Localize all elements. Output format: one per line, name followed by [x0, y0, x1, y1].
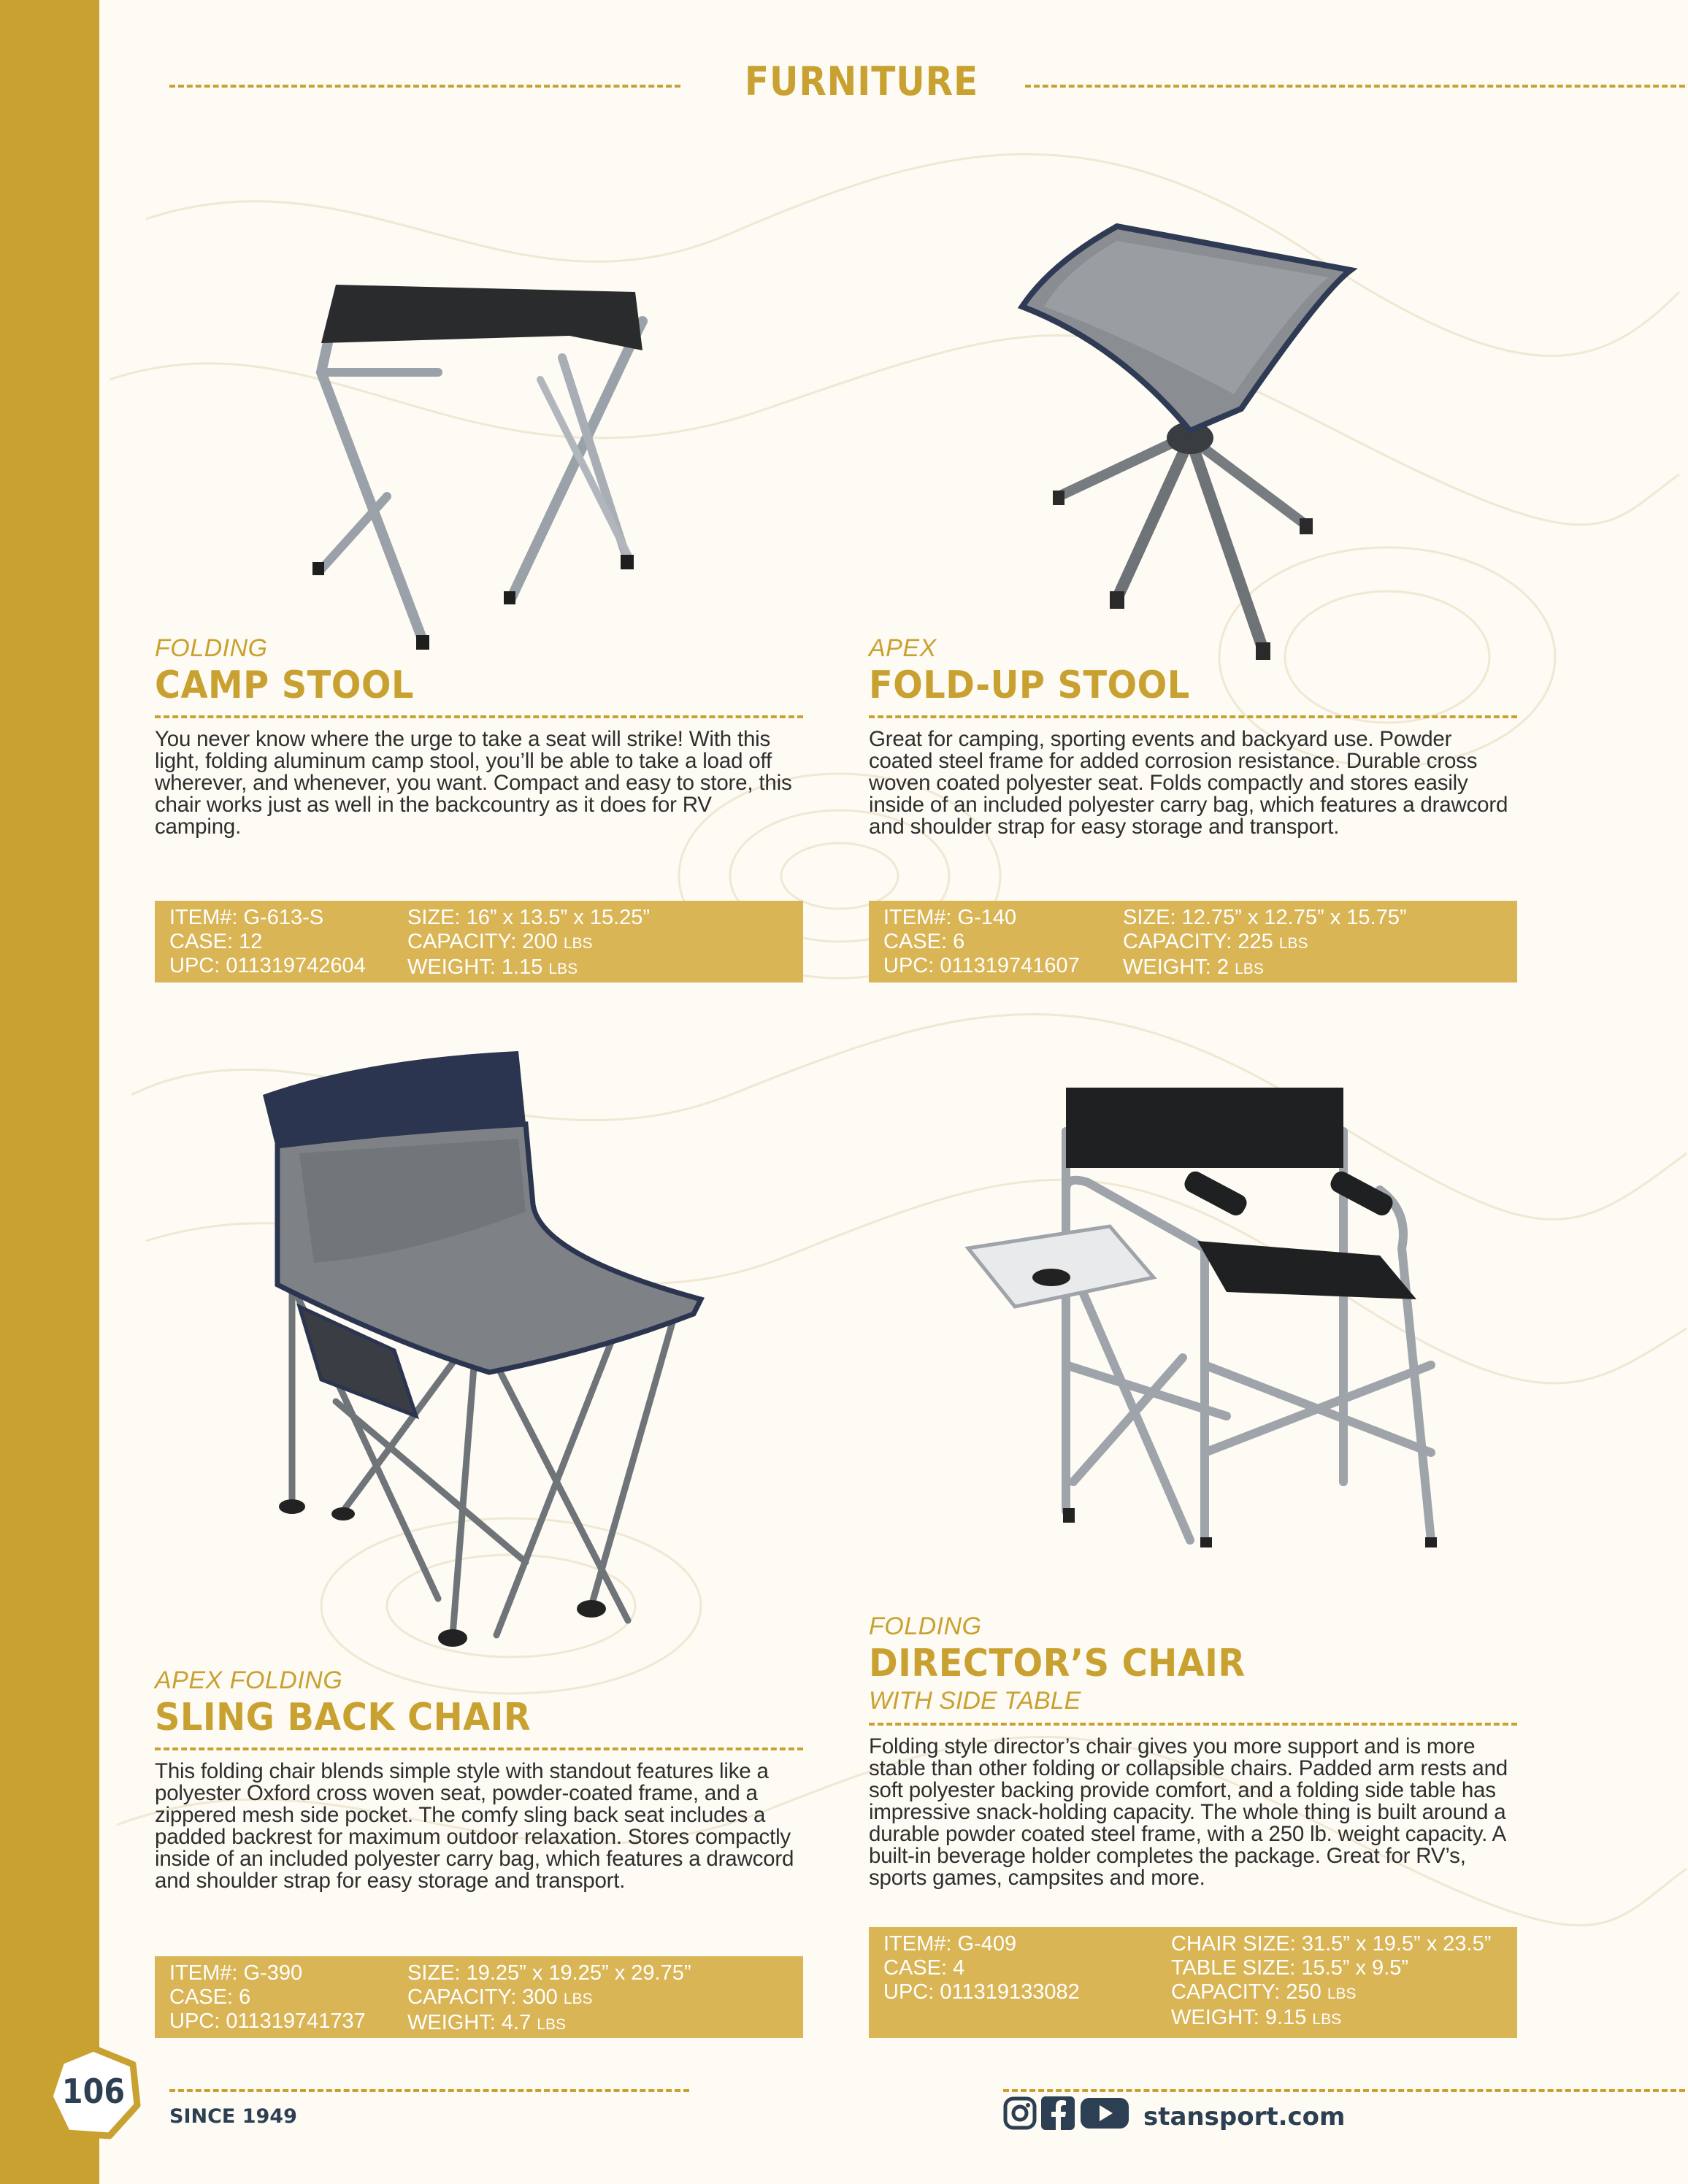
weight-unit: LBS — [1312, 2011, 1342, 2028]
case-count: CASE: 4 — [883, 1956, 965, 1980]
capacity-unit: LBS — [563, 935, 593, 952]
product-card-fold-up-stool — [869, 634, 1517, 838]
item-number: ITEM#: G-409 — [883, 1932, 1017, 1956]
weight-spec: WEIGHT: 1.15 — [407, 956, 543, 979]
weight-unit: LBS — [537, 2016, 566, 2033]
capacity-spec: CAPACITY: 200 — [407, 930, 558, 953]
footer-rule-left — [169, 2089, 689, 2092]
upc-code: UPC: 011319741737 — [169, 2010, 366, 2033]
product-card-directors-chair — [869, 1612, 1517, 1889]
product-description: You never know where the urge to take a seat will strike! With this light, folding aluminum camp stool, you’ll be able to take a load off wherever, and whenever, you want. Compact and easy to store, this chair works just as well in the backcountry as it does for RV camping. — [155, 727, 792, 839]
footer-rule-right — [1003, 2089, 1685, 2092]
weight-spec: WEIGHT: 9.15 — [1171, 2006, 1307, 2029]
weight-unit: LBS — [548, 961, 578, 977]
left-accent-bar — [0, 0, 99, 2184]
upc-code: UPC: 011319133082 — [883, 1980, 1080, 2004]
chair-size-spec: CHAIR SIZE: 31.5” x 19.5” x 23.5” — [1171, 1932, 1492, 1956]
upc-code: UPC: 011319741607 — [883, 954, 1080, 977]
product-eyebrow: FOLDING — [869, 1612, 982, 1640]
header-rule-right — [1025, 85, 1685, 88]
capacity-spec: CAPACITY: 250 — [1171, 1980, 1321, 2004]
case-count: CASE: 6 — [169, 1985, 251, 2009]
product-title: DIRECTOR’S CHAIR — [869, 1642, 1246, 1685]
size-spec: SIZE: 12.75” x 12.75” x 15.75” — [1123, 906, 1407, 929]
product-eyebrow: FOLDING — [155, 634, 268, 662]
capacity-spec: CAPACITY: 225 — [1123, 930, 1273, 953]
facebook-icon[interactable] — [1041, 2096, 1075, 2130]
case-count: CASE: 6 — [883, 930, 965, 953]
spec-box-fold-up-stool — [869, 901, 1517, 983]
table-size-spec: TABLE SIZE: 15.5” x 9.5” — [1171, 1956, 1409, 1980]
capacity-unit: LBS — [1278, 935, 1308, 952]
size-spec: SIZE: 16” x 13.5” x 15.25” — [407, 906, 651, 929]
section-title: FURNITURE — [744, 58, 979, 104]
product-description: Great for camping, sporting events and backyard use. Powder coated steel frame for added corrosion resistance. Durable cross woven coated polyester seat. Folds compactly and stores easily inside of an included polyester carry bag, which features a drawcord and shoulder strap for easy storage and transport. — [869, 727, 1508, 839]
product-card-camp-stool — [155, 634, 803, 838]
page-number: 106 — [61, 2072, 126, 2111]
youtube-icon[interactable] — [1081, 2096, 1129, 2130]
case-count: CASE: 12 — [169, 930, 263, 953]
product-card-sling-back-chair — [155, 1666, 803, 1892]
product-title: SLING BACK CHAIR — [155, 1696, 532, 1739]
product-title: CAMP STOOL — [155, 664, 414, 707]
product-description: This folding chair blends simple style with standout features like a polyester Oxford cross woven seat, powder-coated frame, and a zippered mesh side pocket. The comfy sling back seat includes a padded backrest for maximum outdoor relaxation. Stores compactly inside of an included polyester carry bag, which features a drawcord and shoulder strap for easy storage and transport. — [155, 1759, 794, 1893]
weight-spec: WEIGHT: 2 — [1123, 956, 1229, 979]
product-subtitle: WITH SIDE TABLE — [869, 1687, 1081, 1715]
website-link[interactable]: stansport.com — [1143, 2102, 1346, 2131]
fold-up-stool-image — [1008, 219, 1373, 664]
capacity-spec: CAPACITY: 300 — [407, 1985, 558, 2009]
camp-stool-image — [292, 263, 672, 657]
weight-unit: LBS — [1235, 961, 1264, 977]
spec-box-camp-stool — [155, 901, 803, 983]
capacity-unit: LBS — [563, 1991, 593, 2007]
upc-code: UPC: 011319742604 — [169, 954, 366, 977]
product-eyebrow: APEX FOLDING — [155, 1666, 343, 1694]
card-rule — [155, 715, 803, 718]
spec-box-sling-back-chair — [155, 1956, 803, 2038]
card-rule — [869, 1723, 1517, 1726]
instagram-icon[interactable] — [1003, 2096, 1037, 2130]
item-number: ITEM#: G-390 — [169, 1961, 303, 1985]
directors-chair-image — [964, 1073, 1475, 1547]
capacity-unit: LBS — [1327, 1985, 1357, 2002]
header-rule-left — [169, 85, 680, 88]
since-year: SINCE 1949 — [169, 2105, 297, 2128]
card-rule — [155, 1747, 803, 1750]
item-number: ITEM#: G-140 — [883, 906, 1017, 929]
card-rule — [869, 715, 1517, 718]
product-description: Folding style director’s chair gives you more support and is more stable than other folding or collapsible chairs. Padded arm rests and soft polyester backing provide comfort, and a folding side table has impressive snack-holding capacity. The whole thing is built around a durable powder coated steel frame, with a 250 lb. weight capacity. A built-in beverage holder completes the package. Great for RV’s, sports games, campsites and more. — [869, 1734, 1508, 1890]
sling-back-chair-image — [248, 1037, 716, 1664]
spec-box-directors-chair — [869, 1927, 1517, 2038]
product-eyebrow: APEX — [869, 634, 937, 662]
product-title: FOLD-UP STOOL — [869, 664, 1190, 707]
size-spec: SIZE: 19.25” x 19.25” x 29.75” — [407, 1961, 691, 1985]
weight-spec: WEIGHT: 4.7 — [407, 2011, 532, 2034]
item-number: ITEM#: G-613-S — [169, 906, 324, 929]
